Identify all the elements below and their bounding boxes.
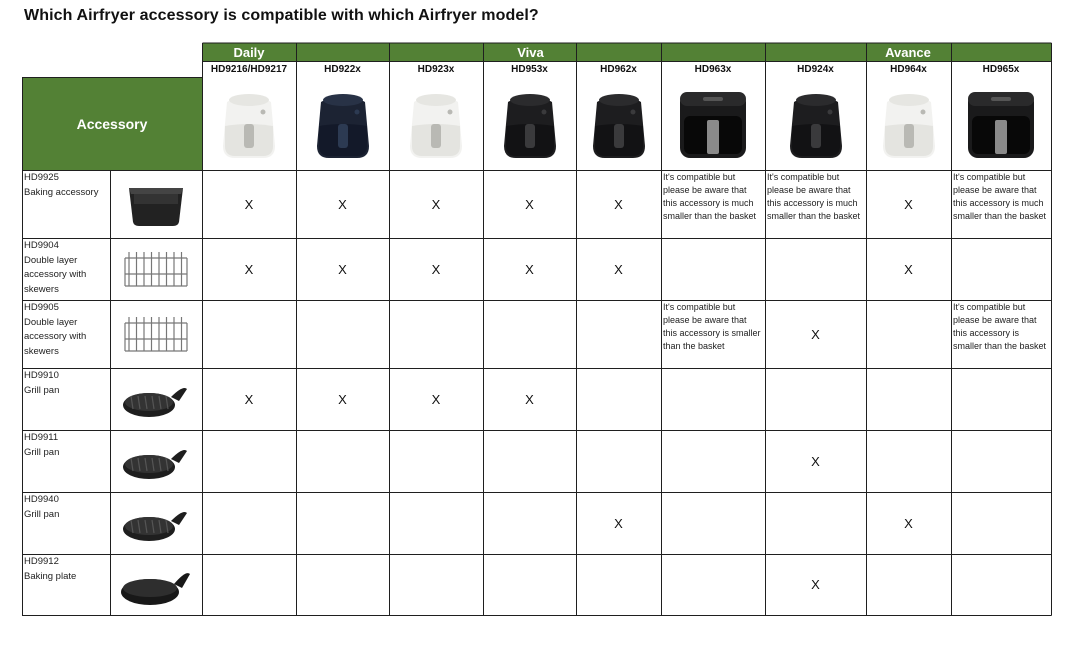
airfryer-image	[951, 80, 1051, 168]
compatible-mark: X	[431, 261, 441, 277]
compatible-mark: X	[525, 196, 534, 212]
airfryer-image	[389, 80, 483, 168]
accessory-description: Grill pan	[24, 384, 60, 396]
model-code: HD963x	[694, 64, 732, 75]
accessory-name	[22, 430, 110, 492]
model-code: HD9216/HD9217	[210, 64, 288, 75]
accessory-description: Double layer accessory with skewers	[24, 254, 87, 295]
compatible-mark: X	[811, 577, 820, 592]
accessory-code: HD9905	[24, 302, 59, 313]
airfryer-image	[661, 80, 765, 168]
accessory-description: Baking plate	[24, 570, 77, 582]
model-code: HD924x	[797, 64, 834, 75]
grill-pan-image	[110, 492, 202, 554]
compatibility-note: It's compatible but please be aware that this accessory is much smaller than the basket	[953, 172, 1047, 221]
accessory-name	[22, 368, 110, 430]
compatible-mark: X	[244, 391, 254, 407]
compatible-mark: X	[811, 453, 820, 469]
compatible-mark: X	[811, 326, 820, 342]
model-code: HD965x	[982, 64, 1020, 75]
accessory-name	[22, 238, 110, 300]
series-band-daily: Daily	[202, 43, 296, 61]
compatible-mark: X	[614, 196, 623, 212]
compatible-mark: X	[244, 196, 254, 212]
compatible-mark: X	[338, 196, 347, 212]
accessory-name	[22, 170, 110, 238]
baking-pan-image	[110, 170, 202, 238]
page-title: Which Airfryer accessory is compatible with which Airfryer model?	[24, 7, 539, 24]
compatible-mark: X	[904, 196, 913, 212]
accessory-name	[22, 300, 110, 368]
series-band-avance: Avance	[765, 43, 1051, 61]
grill-pan-image	[110, 368, 202, 430]
airfryer-image	[866, 80, 951, 168]
series-band-viva: Viva	[296, 43, 765, 61]
model-code: HD922x	[324, 64, 361, 75]
accessory-description: Grill pan	[24, 508, 60, 520]
compatible-mark: X	[525, 261, 534, 277]
model-code: HD953x	[511, 64, 548, 75]
model-code: HD923x	[417, 64, 455, 75]
airfryer-image	[765, 80, 866, 168]
compatible-mark: X	[614, 515, 623, 531]
compatible-mark: X	[904, 515, 913, 531]
accessory-name	[22, 554, 110, 615]
airfryer-image	[296, 80, 389, 168]
airfryer-image	[483, 80, 576, 168]
accessory-description: Grill pan	[24, 446, 60, 458]
rack-image	[110, 300, 202, 368]
accessory-code: HD9925	[24, 172, 59, 183]
compatible-mark: X	[338, 391, 347, 407]
accessory-code: HD9912	[24, 556, 59, 567]
grill-pan-image	[110, 430, 202, 492]
model-code: HD964x	[890, 64, 927, 75]
accessory-code: HD9911	[24, 432, 59, 443]
compatible-mark: X	[431, 196, 441, 212]
accessory-name	[22, 492, 110, 554]
compatible-mark: X	[904, 261, 913, 277]
compatibility-note: It's compatible but please be aware that this accessory is much smaller than the basket	[663, 172, 757, 221]
compatibility-note: It's compatible but please be aware that this accessory is smaller than the basket	[953, 302, 1047, 351]
compatible-mark: X	[244, 261, 254, 277]
accessory-code: HD9940	[24, 494, 59, 505]
compatibility-note: It's compatible but please be aware that this accessory is much smaller than the basket	[767, 172, 861, 221]
airfryer-image	[202, 80, 296, 168]
compatible-mark: X	[525, 391, 534, 407]
model-code: HD962x	[600, 64, 637, 75]
airfryer-image	[576, 80, 661, 168]
compatibility-note: It's compatible but please be aware that this accessory is smaller than the basket	[663, 302, 761, 351]
accessory-description: Double layer accessory with skewers	[24, 316, 87, 357]
rack-image	[110, 238, 202, 300]
compatible-mark: X	[614, 261, 623, 277]
compatible-mark: X	[431, 391, 441, 407]
accessory-description: Baking accessory	[24, 186, 99, 198]
accessory-code: HD9904	[24, 240, 59, 251]
baking-plate-image	[110, 554, 202, 615]
accessory-header: Accessory	[22, 77, 202, 170]
compatible-mark: X	[338, 261, 347, 277]
accessory-code: HD9910	[24, 370, 59, 381]
